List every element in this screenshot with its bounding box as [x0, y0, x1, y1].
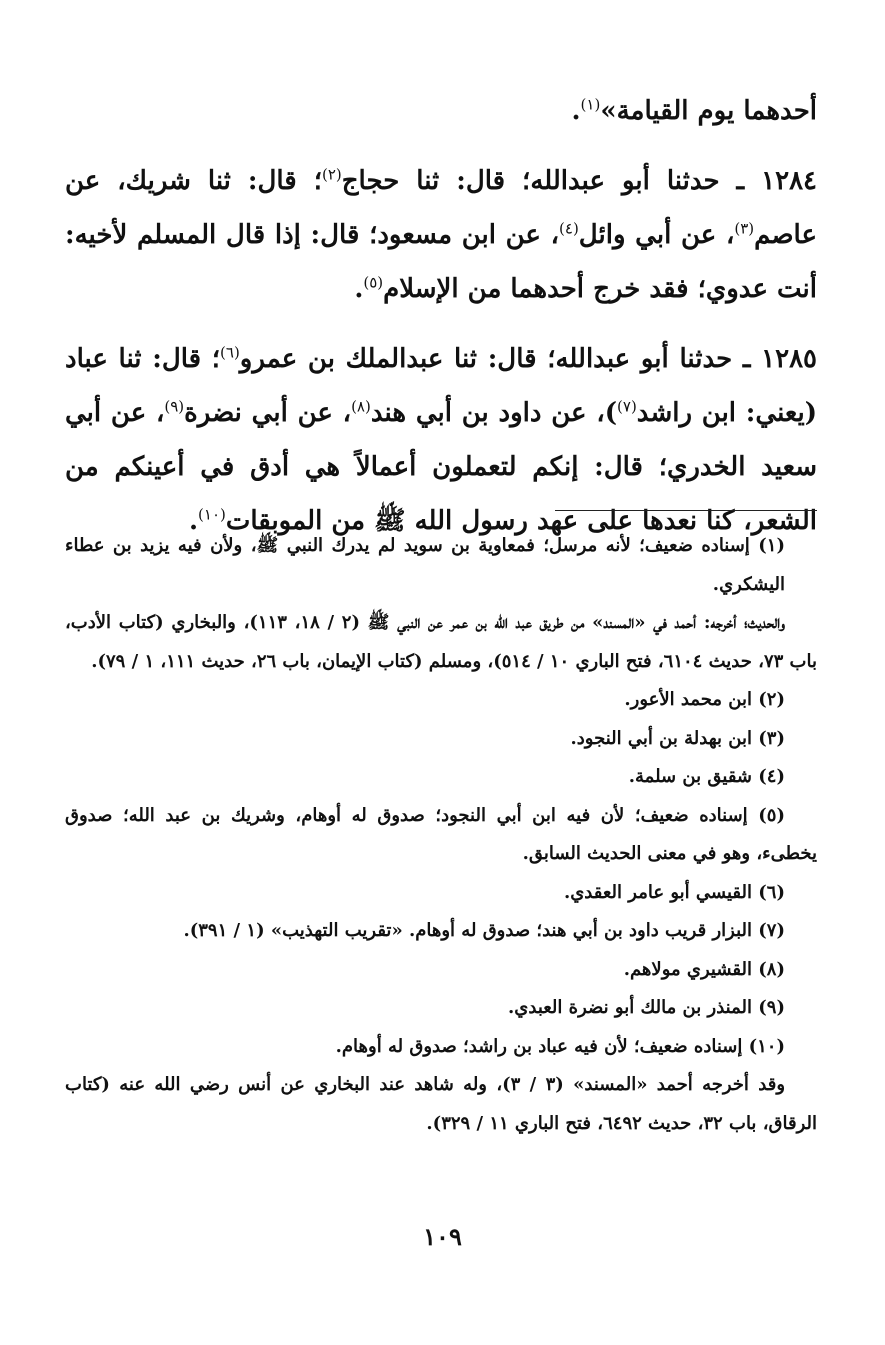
footnote-ref-10: (١٠)	[198, 505, 226, 524]
footnote-2: (٢) ابن محمد الأعور.	[624, 689, 785, 710]
hadith-number-1284: ١٢٨٤	[761, 166, 817, 196]
footnote-6: (٦) القيسي أبو عامر العقدي.	[563, 881, 785, 903]
hadith-1285-part3: )، عن داود بن أبي هند	[370, 398, 618, 428]
hadith-1285-part4: ، عن أبي نضرة	[184, 398, 352, 428]
footnote-ref-1: (١)	[580, 95, 601, 114]
footnote-ref-8: (٨)	[351, 397, 371, 416]
footnote-ref-3: (٣)	[734, 219, 755, 238]
hadith-1285-part2: ؛ قال: ثنا عباد (يعني: ابن راشد	[65, 344, 818, 428]
main-text	[65, 84, 817, 548]
footnote-ref-6: (٦)	[220, 343, 240, 362]
continuation-end: .	[571, 96, 581, 126]
footnote-10-continuation: وقد أخرجه أحمد «المسند» (٣ / ٣)، وله شاهد عند البخاري عن أنس رضي الله عنه (كتاب الرقاق، باب ٣٢، حديث ٦٤٩٢، فتح الباري ١١ / ٣٢٩).	[65, 1074, 817, 1134]
footnote-4: (٤) شقيق بن سلمة.	[628, 766, 785, 787]
footnote-10: (١٠) إسناده ضعيف؛ لأن فيه عباد بن راشد؛ صدوق له أوهام.	[335, 1035, 785, 1057]
hadith-1285-part5: ، عن أبي سعيد الخدري؛ قال: إنكم لتعملون أعمالاً هي أدق في أعينكم من الشعر، كنا نعدها على عهد رسول الله ﷺ من الموبقات	[65, 398, 817, 536]
footnote-5: (٥) إسناده ضعيف؛ لأن فيه ابن أبي النجود؛ صدوق له أوهام، وشريك بن عبد الله؛ صدوق يخطىء، وهو في معنى الحديث السابق.	[65, 804, 817, 864]
hadith-1284	[65, 154, 817, 316]
hadith-1284-part4: ، عن ابن مسعود؛ قال: إذا قال المسلم لأخيه: أنت عدوي؛ فقد خرج أحدهما من الإسلام	[65, 220, 817, 304]
continuation-paragraph	[65, 84, 817, 138]
footnote-9: (٩) المنذر بن مالك أبو نضرة العبدي.	[508, 997, 785, 1018]
footnote-ref-2: (٢)	[321, 165, 342, 184]
hadith-1284-part2: ؛ قال: ثنا شريك، عن عاصم	[65, 166, 817, 250]
footnote-ref-5: (٥)	[363, 273, 384, 292]
page-number: ١٠٩	[423, 1222, 462, 1251]
hadith-1285-part6: .	[188, 506, 199, 536]
footnote-1: (١) إسناده ضعيف؛ لأنه مرسل؛ فمعاوية بن سويد لم يدرك النبي ﷺ، ولأن فيه يزيد بن عطاء اليشكري.	[65, 535, 785, 595]
footnote-separator	[555, 510, 817, 511]
hadith-1285-part1: ـ حدثنا أبو عبدالله؛ قال: ثنا عبدالملك بن عمرو	[239, 344, 762, 374]
footnote-7: (٧) البزار قريب داود بن أبي هند؛ صدوق له أوهام. «تقريب التهذيب» (١ / ٣٩١).	[183, 920, 785, 941]
footnote-3: (٣) ابن بهدلة بن أبي النجود.	[570, 727, 785, 749]
hadith-1284-part3: ، عن أبي وائل	[578, 220, 735, 250]
footnote-1-continuation: والحديث؛ أخرجه: أحمد في «المسند» من طريق عبد الله بن عمر عن النبي ﷺ (٢ / ١٨، ١١٣)، والبخاري (كتاب الأدب، باب ٧٣، حديث ٦١٠٤، فتح الباري ١٠ / ٥١٤)، ومسلم (كتاب الإيمان، باب ٢٦، حديث ١١١، ١ / ٧٩).	[65, 612, 817, 672]
footnote-8: (٨) القشيري مولاهم.	[623, 958, 785, 980]
footnote-ref-9: (٩)	[164, 397, 185, 416]
hadith-1285	[65, 332, 817, 548]
continuation-text: أحدهما يوم القيامة»	[600, 96, 817, 126]
footnotes	[65, 527, 817, 1143]
hadith-1284-part5: .	[354, 274, 364, 304]
hadith-number-1285: ١٢٨٥	[761, 344, 817, 374]
hadith-1284-part1: ـ حدثنا أبو عبدالله؛ قال: ثنا حجاج	[341, 166, 762, 196]
footnote-ref-4: (٤)	[559, 219, 579, 238]
footnote-ref-7: (٧)	[617, 397, 637, 416]
